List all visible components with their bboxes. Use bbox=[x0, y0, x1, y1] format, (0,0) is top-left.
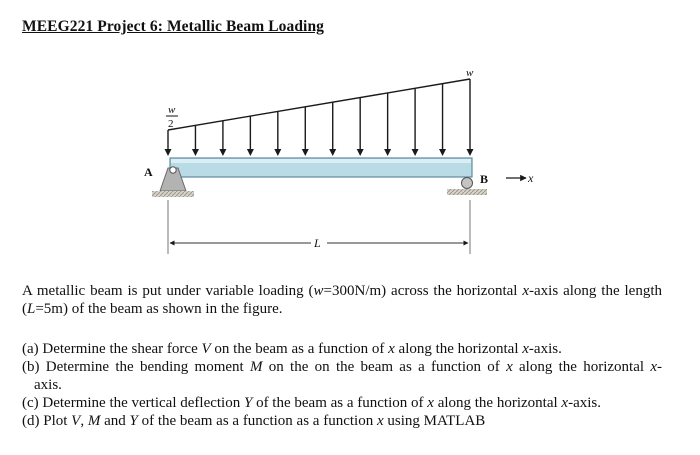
load-arrow-head bbox=[302, 149, 309, 156]
question-b-continued: axis. bbox=[34, 377, 62, 393]
support-label-b: B bbox=[480, 172, 489, 186]
load-label-start-numerator: w bbox=[168, 104, 176, 116]
statement-text-4: =5m) of the beam as shown in the figure. bbox=[35, 301, 283, 317]
support-label-a: A bbox=[144, 165, 153, 179]
load-label-start-denominator: 2 bbox=[168, 118, 174, 130]
page-title: MEEG221 Project 6: Metallic Beam Loading bbox=[22, 18, 325, 35]
question-c: (c) Determine the vertical deflection Y of the beam as a function of x along the horizontal x-axis. bbox=[22, 395, 601, 411]
statement-var-l: L bbox=[27, 301, 36, 317]
problem-statement bbox=[22, 282, 662, 318]
load-arrow-head bbox=[412, 149, 419, 156]
load-arrow-head bbox=[329, 149, 336, 156]
load-arrow-head bbox=[247, 149, 254, 156]
load-arrow-head bbox=[219, 149, 226, 156]
load-arrow-head bbox=[192, 149, 199, 156]
statement-text-1: A metallic beam is put under variable loading ( bbox=[22, 283, 314, 299]
load-arrow-head bbox=[467, 149, 474, 156]
distributed-load bbox=[165, 79, 474, 156]
statement-var-w: w bbox=[313, 283, 324, 299]
load-arrow-head bbox=[165, 149, 172, 156]
statement-text-3: -axis along the length ( bbox=[22, 283, 662, 317]
question-b: (b) Determine the bending moment M on the on the beam as a function of x along the horizontal x- bbox=[22, 359, 662, 375]
question-a: (a) Determine the shear force V on the beam as a function of x along the horizontal x-axis. bbox=[22, 341, 562, 357]
beam-top-highlight bbox=[171, 159, 471, 163]
question-d: (d) Plot V, M and Y of the beam as a function as a function x using MATLAB bbox=[22, 413, 486, 429]
x-axis-label: x bbox=[528, 171, 534, 185]
load-arrow-head bbox=[439, 149, 446, 156]
question-list bbox=[22, 340, 662, 430]
load-envelope-line bbox=[168, 79, 470, 130]
load-arrow-head bbox=[357, 149, 364, 156]
length-label: L bbox=[314, 236, 321, 250]
statement-text-2: =300N/m) across the horizontal bbox=[323, 283, 523, 299]
load-arrow-head bbox=[274, 149, 281, 156]
statement-var-x: x bbox=[522, 283, 530, 299]
load-label-end: w bbox=[466, 67, 474, 79]
load-arrow-head bbox=[384, 149, 391, 156]
